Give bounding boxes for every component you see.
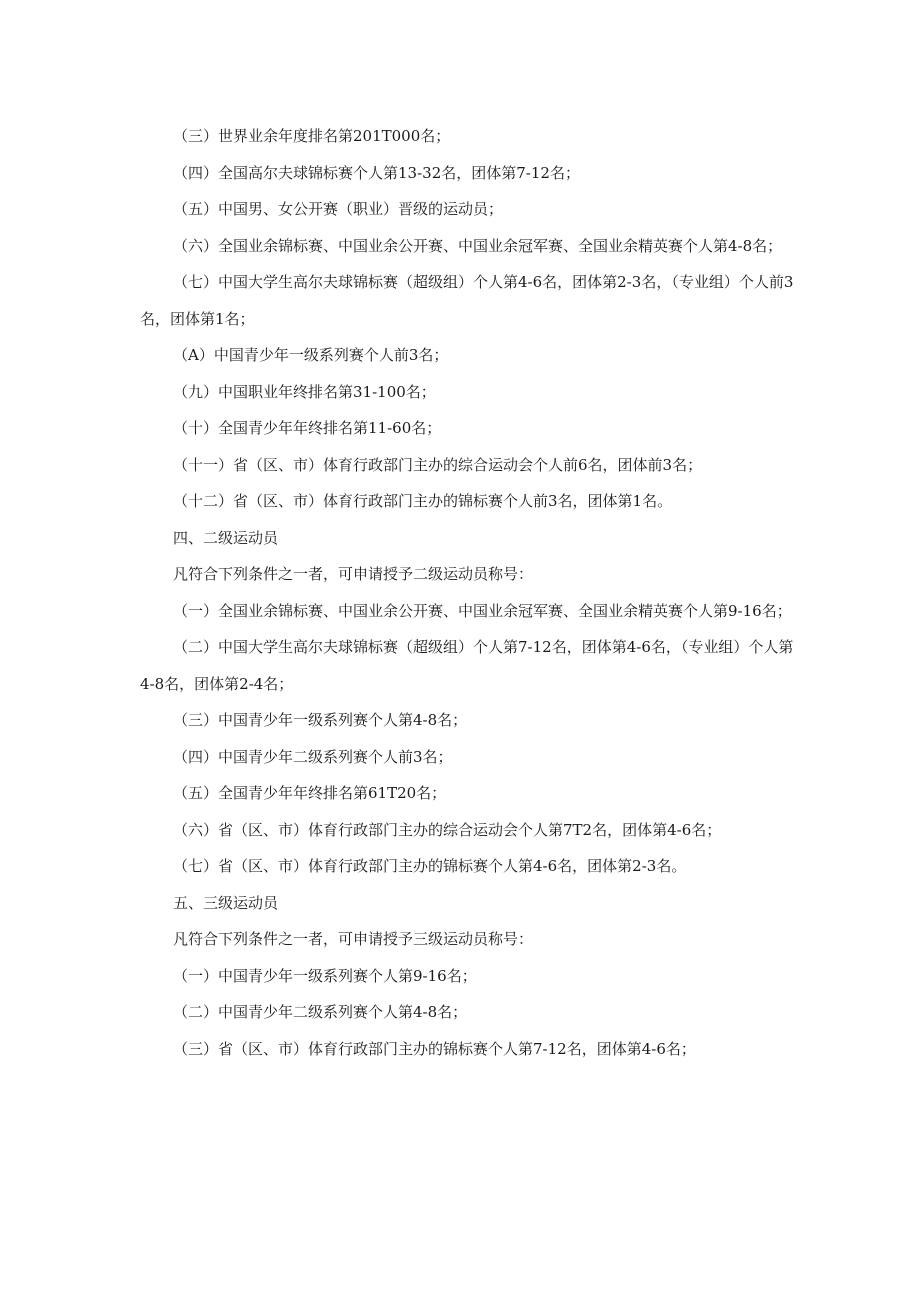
section-heading-level-3: 五、三级运动员 [173,893,279,912]
clause-paragraph: （六）全国业余锦标赛、中国业余公开赛、中国业余冠军赛、全国业余精英赛个人第4-8名； [173,236,783,255]
document-body [140,118,800,1067]
clause-paragraph: （七）中国大学生高尔夫球锦标赛（超级组）个人第4-6名，团体第2-3名，（专业组）个人前3名，团体第1名； [140,273,794,328]
clause-paragraph: （一）全国业余锦标赛、中国业余公开赛、中国业余冠军赛、全国业余精英赛个人第9-16名； [173,601,792,620]
clause-paragraph: （十一）省（区、市）体育行政部门主办的综合运动会个人前6名，团体前3名； [173,455,703,474]
section-heading-level-2: 四、二级运动员 [173,528,279,547]
clause-paragraph: （A）中国青少年一级系列赛个人前3名； [173,346,449,364]
clause-paragraph: （十）全国青少年年终排名第11-60名； [173,419,442,437]
clause-paragraph: （二）中国大学生高尔夫球锦标赛（超级组）个人第7-12名，团体第4-6名，（专业组）个人第4-8名，团体第2-4名； [140,638,794,693]
section-intro: 凡符合下列条件之一者，可申请授予二级运动员称号： [173,565,534,583]
clause-paragraph: （三）省（区、市）体育行政部门主办的锦标赛个人第7-12名，团体第4-6名； [173,1039,696,1058]
section-intro: 凡符合下列条件之一者，可申请授予三级运动员称号： [173,930,534,948]
clause-paragraph: （七）省（区、市）体育行政部门主办的锦标赛个人第4-6名，团体第2-3名。 [173,857,687,875]
clause-paragraph: （二）中国青少年二级系列赛个人第4-8名； [173,1003,468,1021]
clause-paragraph: （五）全国青少年年终排名第61T20名； [173,784,447,802]
clause-paragraph: （三）世界业余年度排名第201T000名； [173,127,451,145]
clause-paragraph: （三）中国青少年一级系列赛个人第4-8名； [173,711,468,729]
clause-paragraph: （九）中国职业年终排名第31-100名； [173,382,436,401]
clause-paragraph: （四）中国青少年二级系列赛个人前3名； [173,747,453,766]
clause-paragraph: （五）中国男、女公开赛（职业）晋级的运动员； [173,200,504,218]
clause-paragraph: （十二）省（区、市）体育行政部门主办的锦标赛个人前3名，团体第1名。 [173,492,673,510]
clause-paragraph: （六）省（区、市）体育行政部门主办的综合运动会个人第7T2名，团体第4-6名； [173,820,722,839]
clause-paragraph: （一）中国青少年一级系列赛个人第9-16名； [173,966,477,985]
clause-paragraph: （四）全国高尔夫球锦标赛个人第13-32名，团体第7-12名； [173,163,580,182]
